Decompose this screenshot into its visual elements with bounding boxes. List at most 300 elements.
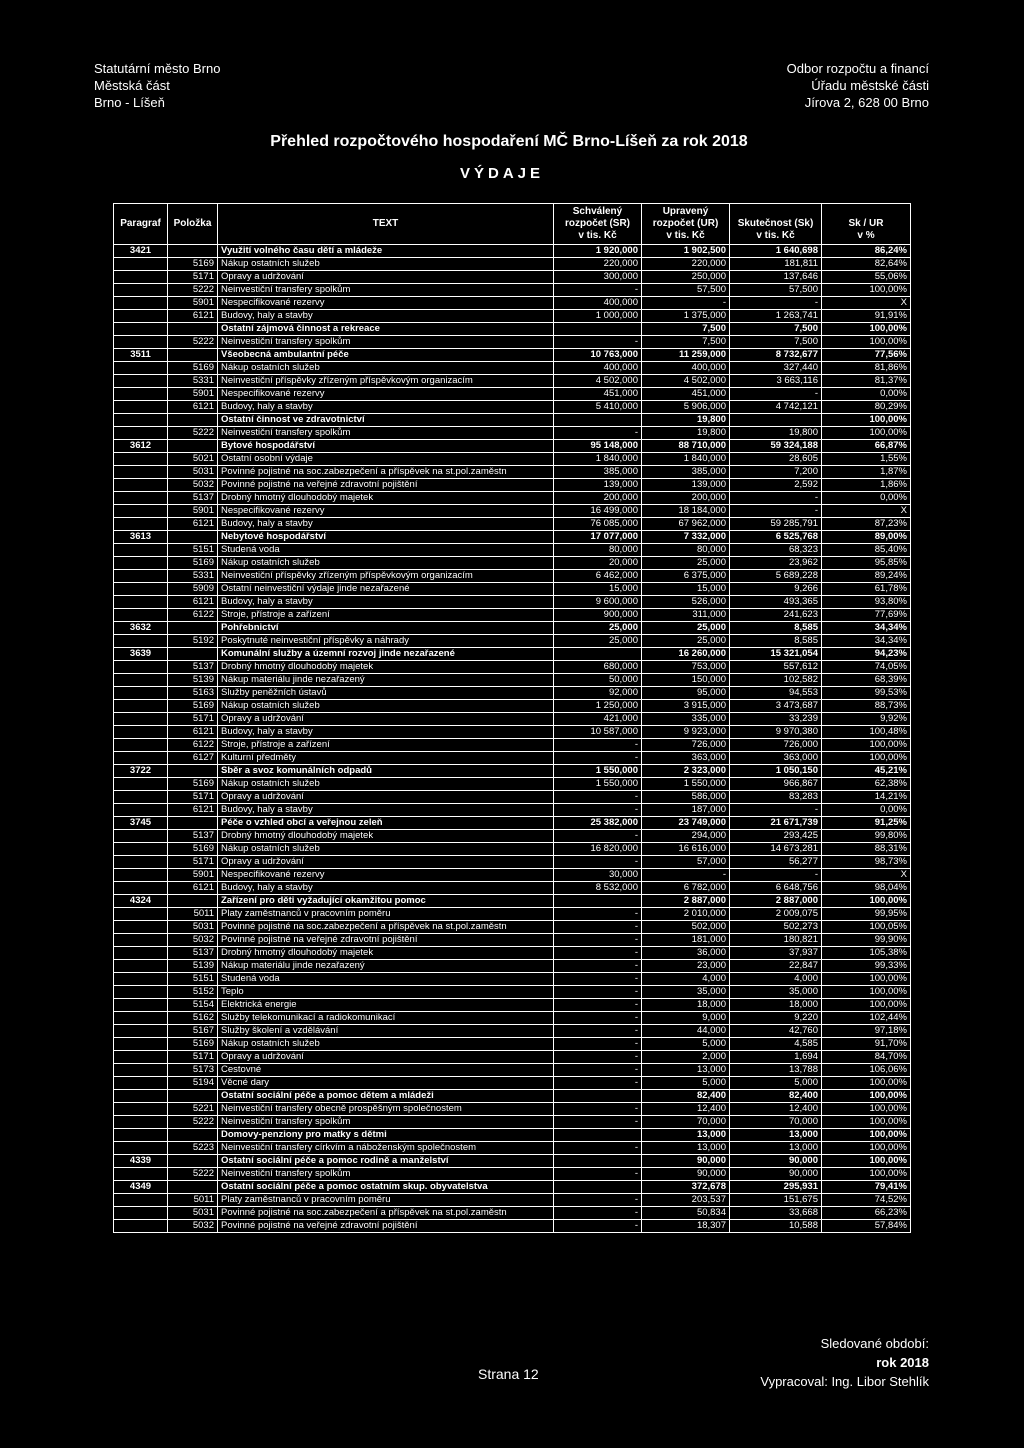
row-skutecnost: 493,365 — [730, 596, 822, 609]
row-skutecnost: 23,962 — [730, 557, 822, 570]
table-row — [114, 1220, 911, 1233]
row-text: Stroje, přístroje a zařízení — [218, 609, 554, 622]
table-row-heading — [114, 765, 911, 778]
row-schvaleny: - — [554, 856, 642, 869]
row-skutecnost: 327,440 — [730, 362, 822, 375]
row-upraveny: 88 710,000 — [642, 440, 730, 453]
row-upraveny: 2,000 — [642, 1051, 730, 1064]
row-skutecnost: - — [730, 869, 822, 882]
row-text: Povinné pojistné na veřejné zdravotní pojištění — [218, 934, 554, 947]
table-row — [114, 1064, 911, 1077]
row-paragraf — [114, 518, 168, 531]
row-text: Ostatní sociální péče a pomoc ostatním skup. obyvatelstva — [218, 1181, 554, 1194]
row-text: Neinvestiční transfery církvím a náboženským společnostem — [218, 1142, 554, 1155]
table-row-heading — [114, 1155, 911, 1168]
row-procento: 9,92% — [822, 713, 911, 726]
row-paragraf: 3722 — [114, 765, 168, 778]
row-paragraf — [114, 284, 168, 297]
row-procento: 100,00% — [822, 414, 911, 427]
row-schvaleny: 25,000 — [554, 635, 642, 648]
row-upraveny: 13,000 — [642, 1142, 730, 1155]
row-schvaleny: 300,000 — [554, 271, 642, 284]
row-polozka: 6121 — [168, 518, 218, 531]
row-paragraf — [114, 362, 168, 375]
row-text: Nákup materiálu jinde nezařazený — [218, 960, 554, 973]
row-schvaleny: 30,000 — [554, 869, 642, 882]
budget-table — [113, 203, 911, 1233]
table-row — [114, 700, 911, 713]
table-row — [114, 713, 911, 726]
col-header-sk — [730, 204, 822, 245]
row-schvaleny: 421,000 — [554, 713, 642, 726]
row-text: Platy zaměstnanců v pracovním poměru — [218, 1194, 554, 1207]
row-schvaleny: - — [554, 1207, 642, 1220]
row-upraveny: 363,000 — [642, 752, 730, 765]
row-procento: 99,80% — [822, 830, 911, 843]
table-row — [114, 687, 911, 700]
row-paragraf — [114, 960, 168, 973]
row-text: Neinvestiční transfery spolkům — [218, 336, 554, 349]
row-upraveny: 526,000 — [642, 596, 730, 609]
row-upraveny: 5,000 — [642, 1038, 730, 1051]
row-skutecnost: 7,200 — [730, 466, 822, 479]
row-paragraf — [114, 427, 168, 440]
row-procento: 84,70% — [822, 1051, 911, 1064]
row-polozka: 5909 — [168, 583, 218, 596]
row-skutecnost: 5 689,228 — [730, 570, 822, 583]
row-schvaleny: - — [554, 1220, 642, 1233]
row-upraveny: 1 375,000 — [642, 310, 730, 323]
table-row — [114, 869, 911, 882]
row-procento: 100,00% — [822, 336, 911, 349]
row-procento: 100,00% — [822, 1077, 911, 1090]
row-polozka: 5169 — [168, 1038, 218, 1051]
table-row — [114, 999, 911, 1012]
row-upraveny: 23,000 — [642, 960, 730, 973]
row-skutecnost: 8 732,677 — [730, 349, 822, 362]
row-procento: 100,00% — [822, 1129, 911, 1142]
table-row — [114, 258, 911, 271]
row-paragraf — [114, 752, 168, 765]
row-schvaleny: - — [554, 973, 642, 986]
row-text: Zařízení pro děti vyžadující okamžitou pomoc — [218, 895, 554, 908]
row-skutecnost: 4,585 — [730, 1038, 822, 1051]
row-schvaleny — [554, 1129, 642, 1142]
row-text: Sběr a svoz komunálních odpadů — [218, 765, 554, 778]
row-polozka: 6122 — [168, 609, 218, 622]
row-text: Elektrická energie — [218, 999, 554, 1012]
row-polozka: 5163 — [168, 687, 218, 700]
footer-info — [760, 1334, 929, 1391]
row-polozka: 5167 — [168, 1025, 218, 1038]
row-upraveny: 6 782,000 — [642, 882, 730, 895]
row-schvaleny: 200,000 — [554, 492, 642, 505]
row-polozka: 5223 — [168, 1142, 218, 1155]
row-text: Nákup materiálu jinde nezařazený — [218, 674, 554, 687]
table-row — [114, 791, 911, 804]
row-polozka — [168, 817, 218, 830]
row-skutecnost: 557,612 — [730, 661, 822, 674]
row-procento: X — [822, 297, 911, 310]
row-skutecnost: 6 525,768 — [730, 531, 822, 544]
row-schvaleny: - — [554, 284, 642, 297]
row-paragraf — [114, 674, 168, 687]
row-paragraf — [114, 908, 168, 921]
row-procento: 100,00% — [822, 1168, 911, 1181]
row-text: Služby telekomunikací a radiokomunikací — [218, 1012, 554, 1025]
row-polozka: 5171 — [168, 713, 218, 726]
row-procento: 100,00% — [822, 1090, 911, 1103]
row-schvaleny: - — [554, 752, 642, 765]
row-upraveny: 18,000 — [642, 999, 730, 1012]
row-polozka: 5331 — [168, 375, 218, 388]
row-procento: 91,91% — [822, 310, 911, 323]
row-text: Povinné pojistné na soc.zabezpečení a příspěvek na st.pol.zaměstn — [218, 466, 554, 479]
row-skutecnost: 12,400 — [730, 1103, 822, 1116]
row-skutecnost: 90,000 — [730, 1168, 822, 1181]
row-paragraf — [114, 271, 168, 284]
row-polozka: 5222 — [168, 284, 218, 297]
row-procento: 88,31% — [822, 843, 911, 856]
row-paragraf — [114, 596, 168, 609]
table-row — [114, 583, 911, 596]
row-polozka — [168, 323, 218, 336]
col-header-polozka: Položka — [168, 204, 218, 245]
row-polozka: 5032 — [168, 479, 218, 492]
row-schvaleny: - — [554, 804, 642, 817]
row-procento: 66,23% — [822, 1207, 911, 1220]
table-row — [114, 1038, 911, 1051]
row-schvaleny: - — [554, 1194, 642, 1207]
row-text: Nespecifikované rezervy — [218, 869, 554, 882]
row-polozka — [168, 895, 218, 908]
row-procento: 89,24% — [822, 570, 911, 583]
row-procento: 14,21% — [822, 791, 911, 804]
row-skutecnost: 83,283 — [730, 791, 822, 804]
row-schvaleny: - — [554, 1012, 642, 1025]
row-skutecnost: 2 887,000 — [730, 895, 822, 908]
row-skutecnost: 1 640,698 — [730, 245, 822, 258]
row-skutecnost: 18,000 — [730, 999, 822, 1012]
row-skutecnost: 42,760 — [730, 1025, 822, 1038]
row-paragraf — [114, 1012, 168, 1025]
row-paragraf: 3421 — [114, 245, 168, 258]
row-polozka: 5222 — [168, 1168, 218, 1181]
row-schvaleny — [554, 414, 642, 427]
row-skutecnost: 293,425 — [730, 830, 822, 843]
table-row — [114, 388, 911, 401]
budget-table-body — [114, 245, 911, 1233]
row-upraveny: 9,000 — [642, 1012, 730, 1025]
row-polozka: 5169 — [168, 258, 218, 271]
row-skutecnost: 57,500 — [730, 284, 822, 297]
row-procento: 68,39% — [822, 674, 911, 687]
row-paragraf: 3612 — [114, 440, 168, 453]
row-procento: 99,33% — [822, 960, 911, 973]
row-skutecnost: - — [730, 804, 822, 817]
row-upraveny: 451,000 — [642, 388, 730, 401]
row-schvaleny — [554, 648, 642, 661]
table-row-heading — [114, 440, 911, 453]
table-header-row — [114, 204, 911, 245]
table-row — [114, 1103, 911, 1116]
table-row — [114, 908, 911, 921]
row-text: Všeobecná ambulantní péče — [218, 349, 554, 362]
row-upraveny: 4,000 — [642, 973, 730, 986]
row-polozka: 5331 — [168, 570, 218, 583]
row-skutecnost: 9,220 — [730, 1012, 822, 1025]
row-paragraf — [114, 336, 168, 349]
row-skutecnost: 28,605 — [730, 453, 822, 466]
row-skutecnost: 1 050,150 — [730, 765, 822, 778]
row-procento: 34,34% — [822, 635, 911, 648]
row-schvaleny — [554, 1155, 642, 1168]
table-row-heading — [114, 1181, 911, 1194]
row-polozka: 5221 — [168, 1103, 218, 1116]
row-schvaleny — [554, 895, 642, 908]
row-schvaleny: 6 462,000 — [554, 570, 642, 583]
row-schvaleny: 1 550,000 — [554, 765, 642, 778]
row-text: Budovy, haly a stavby — [218, 401, 554, 414]
row-text: Péče o vzhled obcí a veřejnou zeleň — [218, 817, 554, 830]
row-skutecnost: 137,646 — [730, 271, 822, 284]
row-schvaleny: 25 382,000 — [554, 817, 642, 830]
row-skutecnost: 7,500 — [730, 323, 822, 336]
row-upraveny: 57,500 — [642, 284, 730, 297]
row-paragraf — [114, 1077, 168, 1090]
row-paragraf — [114, 1220, 168, 1233]
col-header-sk-line-2: v tis. Kč — [756, 230, 795, 241]
row-polozka: 5154 — [168, 999, 218, 1012]
row-polozka: 5171 — [168, 856, 218, 869]
table-row — [114, 453, 911, 466]
row-text: Budovy, haly a stavby — [218, 518, 554, 531]
row-polozka: 5021 — [168, 453, 218, 466]
row-skutecnost: 33,239 — [730, 713, 822, 726]
row-schvaleny: - — [554, 1103, 642, 1116]
row-upraveny: 18 184,000 — [642, 505, 730, 518]
row-paragraf — [114, 726, 168, 739]
table-row-heading — [114, 531, 911, 544]
row-paragraf — [114, 453, 168, 466]
row-text: Nákup ostatních služeb — [218, 843, 554, 856]
row-upraveny: 586,000 — [642, 791, 730, 804]
row-text: Stroje, přístroje a zařízení — [218, 739, 554, 752]
page-title-text: Přehled rozpočtového hospodaření MČ Brno-Líšeň za rok 2018 — [270, 133, 748, 150]
row-skutecnost: 37,937 — [730, 947, 822, 960]
row-polozka: 5137 — [168, 830, 218, 843]
row-paragraf — [114, 570, 168, 583]
table-row — [114, 726, 911, 739]
table-row-heading — [114, 349, 911, 362]
row-skutecnost: 1 263,741 — [730, 310, 822, 323]
row-polozka: 5901 — [168, 869, 218, 882]
row-schvaleny: - — [554, 1051, 642, 1064]
row-paragraf: 3745 — [114, 817, 168, 830]
row-upraveny: - — [642, 869, 730, 882]
row-polozka — [168, 765, 218, 778]
row-upraveny: 200,000 — [642, 492, 730, 505]
row-procento: 87,23% — [822, 518, 911, 531]
row-polozka — [168, 1129, 218, 1142]
row-polozka: 5162 — [168, 1012, 218, 1025]
row-upraveny: 90,000 — [642, 1168, 730, 1181]
row-polozka: 6127 — [168, 752, 218, 765]
row-upraveny: 7,500 — [642, 323, 730, 336]
row-schvaleny: 139,000 — [554, 479, 642, 492]
row-upraveny: 15,000 — [642, 583, 730, 596]
row-schvaleny: - — [554, 986, 642, 999]
row-text: Ostatní činnost ve zdravotnictví — [218, 414, 554, 427]
row-upraveny: 400,000 — [642, 362, 730, 375]
row-text: Nákup ostatních služeb — [218, 700, 554, 713]
table-row — [114, 661, 911, 674]
row-polozka: 6121 — [168, 596, 218, 609]
row-procento: 89,00% — [822, 531, 911, 544]
row-polozka — [168, 1090, 218, 1103]
row-schvaleny: - — [554, 1025, 642, 1038]
row-schvaleny: 5 410,000 — [554, 401, 642, 414]
row-paragraf — [114, 557, 168, 570]
row-schvaleny: - — [554, 1064, 642, 1077]
row-paragraf — [114, 258, 168, 271]
row-schvaleny: 1 920,000 — [554, 245, 642, 258]
row-text: Poskytnuté neinvestiční příspěvky a náhrady — [218, 635, 554, 648]
row-procento: 106,06% — [822, 1064, 911, 1077]
row-schvaleny: 9 600,000 — [554, 596, 642, 609]
row-procento: 81,37% — [822, 375, 911, 388]
header-right-line-1: Odbor rozpočtu a financí — [786, 61, 929, 76]
row-schvaleny: - — [554, 934, 642, 947]
row-upraveny: 5,000 — [642, 1077, 730, 1090]
row-procento: 82,64% — [822, 258, 911, 271]
table-row — [114, 1142, 911, 1155]
row-polozka: 5222 — [168, 427, 218, 440]
row-procento: X — [822, 505, 911, 518]
row-skutecnost: 70,000 — [730, 1116, 822, 1129]
row-procento: 77,69% — [822, 609, 911, 622]
row-skutecnost: 2 009,075 — [730, 908, 822, 921]
row-text: Budovy, haly a stavby — [218, 726, 554, 739]
row-paragraf — [114, 310, 168, 323]
row-paragraf — [114, 1025, 168, 1038]
row-paragraf — [114, 323, 168, 336]
row-polozka: 5222 — [168, 336, 218, 349]
row-paragraf — [114, 544, 168, 557]
table-row — [114, 401, 911, 414]
row-procento: 86,24% — [822, 245, 911, 258]
row-polozka: 5137 — [168, 947, 218, 960]
row-schvaleny: - — [554, 1077, 642, 1090]
row-text: Povinné pojistné na veřejné zdravotní pojištění — [218, 479, 554, 492]
row-schvaleny: 25,000 — [554, 622, 642, 635]
col-header-paragraf: Paragraf — [114, 204, 168, 245]
row-upraveny: 3 915,000 — [642, 700, 730, 713]
row-upraveny: 335,000 — [642, 713, 730, 726]
page-subtitle-text: VÝDAJE — [459, 165, 545, 182]
table-row — [114, 1012, 911, 1025]
row-text: Nespecifikované rezervy — [218, 297, 554, 310]
row-polozka: 5139 — [168, 960, 218, 973]
row-upraveny: 726,000 — [642, 739, 730, 752]
row-paragraf — [114, 856, 168, 869]
row-schvaleny: 10 763,000 — [554, 349, 642, 362]
row-polozka: 5192 — [168, 635, 218, 648]
row-polozka — [168, 1181, 218, 1194]
table-row-heading — [114, 323, 911, 336]
row-text: Budovy, haly a stavby — [218, 804, 554, 817]
row-procento: 100,00% — [822, 752, 911, 765]
table-row-heading — [114, 1129, 911, 1142]
row-skutecnost: 241,623 — [730, 609, 822, 622]
row-paragraf — [114, 1051, 168, 1064]
row-upraveny: 35,000 — [642, 986, 730, 999]
row-schvaleny: 80,000 — [554, 544, 642, 557]
row-procento: 74,05% — [822, 661, 911, 674]
row-upraveny: 11 259,000 — [642, 349, 730, 362]
row-paragraf: 3632 — [114, 622, 168, 635]
row-text: Komunální služby a územní rozvoj jinde nezařazené — [218, 648, 554, 661]
row-paragraf — [114, 830, 168, 843]
table-row — [114, 427, 911, 440]
table-row — [114, 362, 911, 375]
col-header-sr-line-1: Schválený — [572, 206, 623, 217]
row-skutecnost — [730, 414, 822, 427]
row-schvaleny: 15,000 — [554, 583, 642, 596]
row-text: Ostatní sociální péče a pomoc rodině a manželství — [218, 1155, 554, 1168]
row-procento: 98,04% — [822, 882, 911, 895]
row-text: Služby peněžních ústavů — [218, 687, 554, 700]
row-text: Bytové hospodářství — [218, 440, 554, 453]
row-paragraf — [114, 505, 168, 518]
row-skutecnost: 21 671,739 — [730, 817, 822, 830]
row-text: Ostatní zájmová činnost a rekreace — [218, 323, 554, 336]
row-polozka: 5169 — [168, 557, 218, 570]
row-procento: 99,95% — [822, 908, 911, 921]
row-text: Ostatní osobní výdaje — [218, 453, 554, 466]
col-header-ur-line-2: rozpočet (UR) — [652, 218, 719, 229]
row-text: Opravy a udržování — [218, 791, 554, 804]
row-text: Nákup ostatních služeb — [218, 1038, 554, 1051]
row-paragraf — [114, 973, 168, 986]
row-text: Opravy a udržování — [218, 1051, 554, 1064]
row-skutecnost: 56,277 — [730, 856, 822, 869]
row-skutecnost: 10,588 — [730, 1220, 822, 1233]
row-procento: 100,00% — [822, 427, 911, 440]
row-text: Ostatní sociální péče a pomoc dětem a mládeži — [218, 1090, 554, 1103]
table-row — [114, 479, 911, 492]
row-paragraf — [114, 492, 168, 505]
row-skutecnost: 3 473,687 — [730, 700, 822, 713]
table-row — [114, 310, 911, 323]
row-schvaleny: 20,000 — [554, 557, 642, 570]
row-text: Využití volného času dětí a mládeže — [218, 245, 554, 258]
table-row — [114, 1207, 911, 1220]
row-schvaleny: - — [554, 830, 642, 843]
table-row-heading — [114, 817, 911, 830]
row-paragraf — [114, 375, 168, 388]
period-label: Sledované období: — [820, 1336, 929, 1351]
row-upraveny: 23 749,000 — [642, 817, 730, 830]
row-procento: 100,00% — [822, 323, 911, 336]
row-text: Opravy a udržování — [218, 856, 554, 869]
row-procento: X — [822, 869, 911, 882]
row-schvaleny: 50,000 — [554, 674, 642, 687]
row-paragraf — [114, 934, 168, 947]
table-row — [114, 973, 911, 986]
row-text: Budovy, haly a stavby — [218, 310, 554, 323]
row-text: Nákup ostatních služeb — [218, 557, 554, 570]
